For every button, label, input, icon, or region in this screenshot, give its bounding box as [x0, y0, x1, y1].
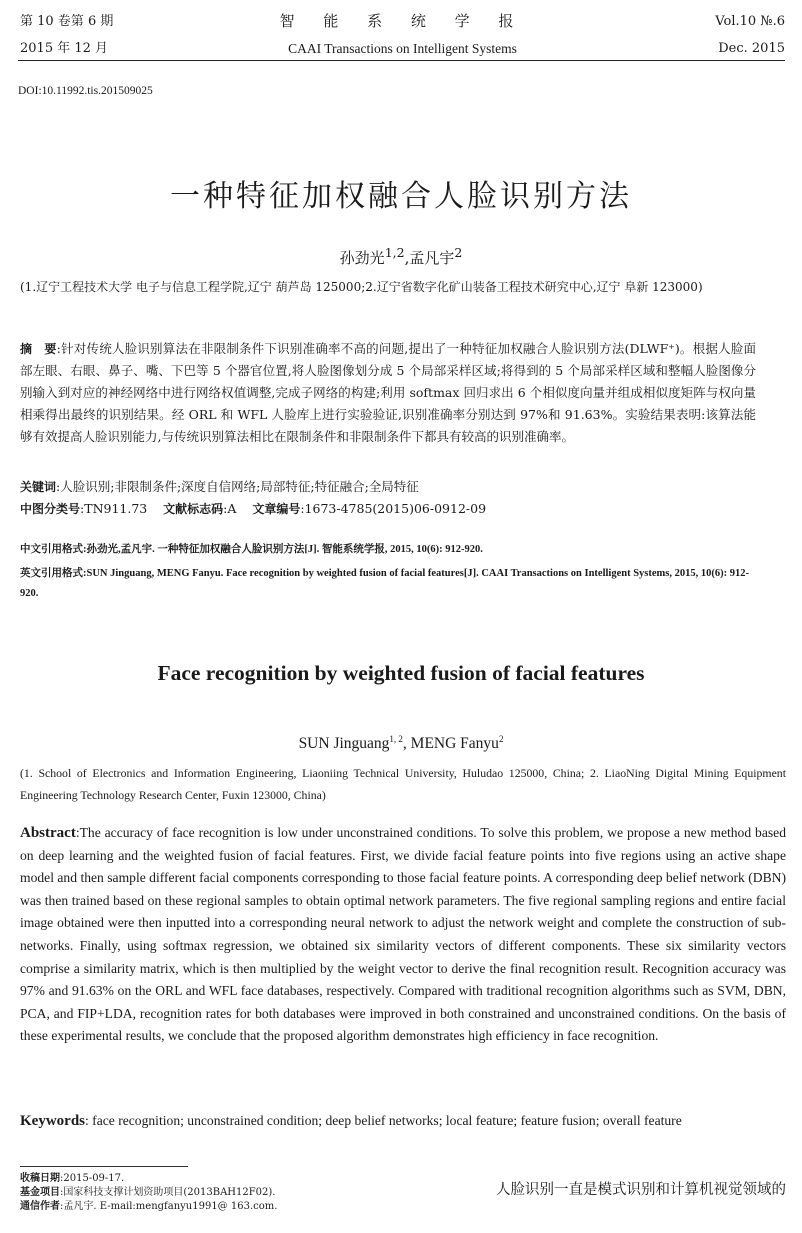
- keywords-label-cn: 关键词: [20, 480, 57, 494]
- date-en: Dec. 2015: [718, 41, 785, 56]
- keywords-en: [20, 1110, 786, 1133]
- clc-value: :TN911.73: [80, 501, 148, 516]
- author-affil-marker: 1,2: [384, 245, 405, 260]
- author-name: 孟凡宇: [409, 249, 455, 267]
- citation-en: [20, 564, 758, 604]
- author-affil-marker: 1, 2: [389, 733, 403, 744]
- author-name: 孙劲光: [339, 249, 385, 267]
- paper-title-en: Face recognition by weighted fusion of facial features: [157, 661, 645, 685]
- author-affil-marker: 2: [454, 245, 463, 260]
- date-cn: 2015 年 12 月: [20, 41, 109, 56]
- author-separator: ,: [402, 735, 411, 752]
- article-no-value: :1673-4785(2015)06-0912-09: [300, 501, 487, 516]
- received-label: 收稿日期: [20, 1173, 60, 1184]
- article-no-label: 文章编号: [252, 502, 301, 516]
- citation-text-cn: 孙劲光,孟凡宇. 一种特征加权融合人脸识别方法[J]. 智能系统学报, 2015, 10(6): 912-920.: [86, 544, 483, 555]
- abstract-text-en: :The accuracy of face recognition is low under unconstrained conditions. To solve this problem, we propose a new method based on deep learning and the weighted fusion of facial features. First, we divide facial feature points into five regions using an active shape model and then sample different facial components corresponding to those facial feature points. A corresponding deep belief network (DBN) was then trained based on these regional samples to obtain optimal network parameters. The five regional sampling regions and entire facial image obtained were then inputted into a corresponding neural network to adjust the network weight and complete the construction of sub-networks. Finally, using softmax regression, we obtained six similarity vectors of different components. These six similarity vectors comprise a similarity matrix, which is then multiplied by the weight vector to derive the final recognition result. Recognition accuracy was 97% and 91.63% on the ORL and WFL face databases, respectively. Compared with traditional recognition algorithms such as SVM, DBN, PCA, and FIP+LDA, recognition rates for both databases were improved in both constrained and unconstrained conditions. On the basis of these experimental results, we conclude that the proposed algorithm demonstrates high efficiency in face recognition.: [20, 825, 786, 1044]
- corresponding-text[interactable]: :孟凡宇. E-mail:mengfanyu1991@ 163.com.: [60, 1201, 278, 1212]
- footnote-divider: [20, 1166, 188, 1167]
- abstract-label-en: Abstract: [20, 825, 76, 841]
- keywords-text-en: : face recognition; unconstrained condition; deep belief networks; local feature; feature fusion; overall feature: [85, 1113, 682, 1128]
- authors-cn: [0, 247, 802, 268]
- citation-text-en: SUN Jinguang, MENG Fanyu. Face recognition by weighted fusion of facial features[J]. CAAI Transactions on Intelligent Systems, 2015, 10(6): 912-920.: [20, 568, 749, 599]
- author-name: SUN Jinguang: [298, 735, 390, 752]
- volume-issue-cn: 第 10 卷第 6 期: [20, 14, 114, 29]
- citation-cn: [20, 540, 758, 560]
- volume-issue-en: Vol.10 №.6: [715, 14, 785, 29]
- doc-code-label: 文献标志码: [163, 502, 224, 516]
- abstract-text-cn: :针对传统人脸识别算法在非限制条件下识别准确率不高的问题,提出了一种特征加权融合人脸识别方法(DLWF⁺)。根据人脸面部左眼、右眼、鼻子、嘴、下巴等 5 个器官位置,将人脸图像划分成 5 个局部采样区域;将得到的 5 个局部采样区域和整幅人脸图像分别输入到对应的神经网络中进行网络权值调整,完成子网络的构建;利用 softmax 回归求出 6 个相似度向量并组成相似度矩阵与权向量相乘得出最终的识别结果。经 ORL 和 WFL 人脸库上进行实验验证,识别准确率分别达到 97%和 91.63%。实验结果表明:该算法能够有效提高人脸识别能力,与传统识别算法相比在限制条件和非限制条件下都具有较高的识别准确率。: [20, 341, 756, 444]
- authors-en: [0, 735, 802, 753]
- paper-title-cn: 一种特征加权融合人脸识别方法: [170, 179, 632, 214]
- header-divider: [18, 60, 785, 61]
- abstract-en: [20, 822, 786, 1048]
- journal-name-en: CAAI Transactions on Intelligent Systems: [288, 41, 517, 56]
- clc-label: 中图分类号: [20, 502, 81, 516]
- keywords-text-cn: :人脸识别;非限制条件;深度自信网络;局部特征;特征融合;全局特征: [56, 479, 419, 494]
- classification-line: [20, 498, 762, 520]
- footnote-received: [20, 1172, 380, 1186]
- fund-text: :国家科技支撑计划资助项目(2013BAH12F02).: [60, 1187, 276, 1198]
- author-affil-marker: 2: [498, 733, 504, 744]
- journal-name-cn: 智 能 系 统 学 报: [279, 12, 526, 30]
- footnote-corresponding: [20, 1200, 380, 1214]
- body-text-start: 人脸识别一直是模式识别和计算机视觉领域的: [496, 1182, 786, 1198]
- keywords-cn: [20, 476, 762, 498]
- keywords-label-en: Keywords: [20, 1113, 85, 1129]
- citation-label-en: 英文引用格式:: [20, 568, 87, 579]
- abstract-cn: [20, 338, 756, 448]
- received-date: :2015-09-17.: [60, 1173, 125, 1184]
- doc-code-value: :A: [223, 501, 237, 516]
- affiliation-cn: (1.辽宁工程技术大学 电子与信息工程学院,辽宁 葫芦岛 125000;2.辽宁省数字化矿山装备工程技术研究中心,辽宁 阜新 123000): [20, 280, 703, 294]
- author-name: MENG Fanyu: [410, 735, 499, 752]
- affiliation-en: (1. School of Electronics and Information Engineering, Liaoniing Technical University, Huludao 125000, China; 2. LiaoNing Digital Mining Equipment Engineering Technology Research Center, Fuxin 123000, China): [20, 766, 786, 802]
- citation-label-cn: 中文引用格式:: [20, 544, 87, 555]
- footnote-fund: [20, 1186, 380, 1200]
- abstract-label-cn: 摘 要: [20, 342, 57, 356]
- corresponding-label: 通信作者: [20, 1201, 60, 1212]
- author-separator: ,: [404, 249, 410, 267]
- doi[interactable]: DOI:10.11992.tis.201509025: [18, 85, 153, 97]
- fund-label: 基金项目: [20, 1187, 60, 1198]
